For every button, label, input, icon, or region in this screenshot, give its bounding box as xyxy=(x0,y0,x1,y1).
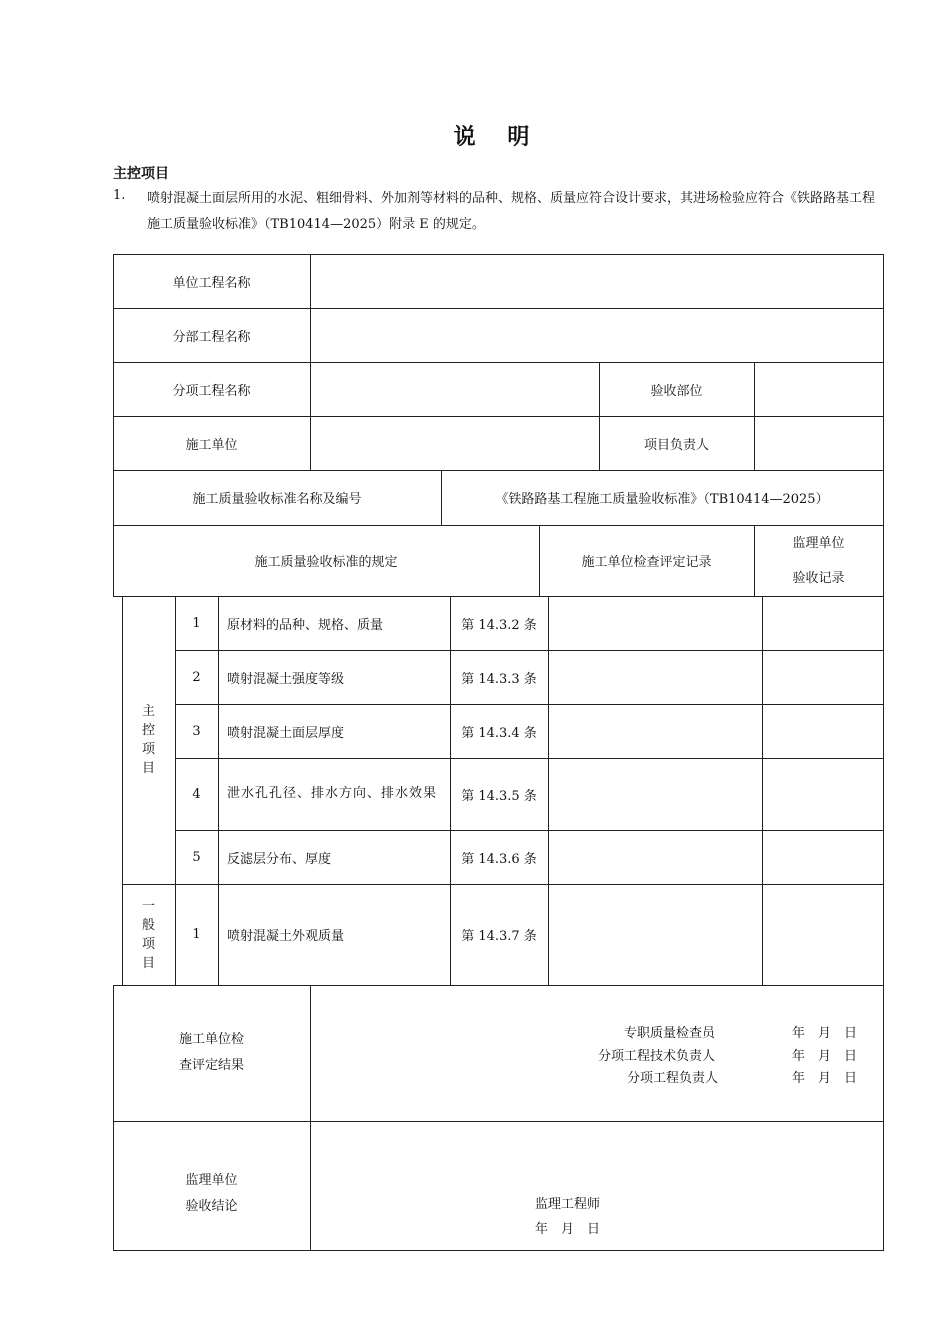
col-standard-rules: 施工质量验收标准的规定 xyxy=(254,555,398,570)
supervisor-result-label-line2: 验收结论 xyxy=(185,1198,238,1214)
item-description: 原材料的品种、规格、质量 xyxy=(227,617,384,633)
standard-label: 施工质量验收标准名称及编号 xyxy=(192,492,362,507)
technical-lead-label: 分项工程技术负责人 xyxy=(598,1049,716,1064)
contractor-label: 施工单位 xyxy=(185,437,238,453)
contractor-result-label-line1: 施工单位检 xyxy=(178,1032,244,1047)
note-number: 1. xyxy=(113,188,126,203)
item-number: 5 xyxy=(192,849,201,865)
item-description: 喷射混凝土外观质量 xyxy=(227,929,345,944)
item-description: 泄水孔孔径、排水方向、排水效果 xyxy=(227,786,438,801)
contractor-result-label-line2: 查评定结果 xyxy=(178,1058,244,1073)
section-heading: 主控项目 xyxy=(113,166,169,182)
item-clause: 第 14.3.4 条 xyxy=(461,725,537,741)
item-clause: 第 14.3.6 条 xyxy=(461,851,537,867)
supervisor-result-label xyxy=(113,1121,310,1250)
item-description: 喷射混凝土面层厚度 xyxy=(227,725,345,741)
contractor-result-label xyxy=(113,985,310,1121)
item-supervisor-record[interactable] xyxy=(762,884,883,985)
acceptance-part-field[interactable] xyxy=(754,362,883,416)
main-items-group-text: 主控项目 xyxy=(141,704,155,776)
item-description: 反滤层分布、厚度 xyxy=(227,851,332,867)
item-project-field[interactable] xyxy=(310,362,599,416)
item-contractor-record[interactable] xyxy=(548,884,762,985)
standard-value: 《铁路路基工程施工质量验收标准》（TB10414—2025） xyxy=(495,492,829,507)
item-contractor-record[interactable] xyxy=(548,704,762,758)
quality-inspector-date: 年 月 日 xyxy=(792,1026,858,1041)
item-project-label: 分项工程名称 xyxy=(172,383,251,399)
item-clause: 第 14.3.3 条 xyxy=(461,671,537,687)
col-supervisor-record-line1: 监理单位 xyxy=(792,535,845,551)
item-number: 4 xyxy=(192,786,201,802)
note-text: 喷射混凝土面层所用的水泥、粗细骨料、外加剂等材料的品种、规格、质量应符合设计要求，其进场检验应符合《铁路路基工程施工质量验收标准》（TB10414—2025）附录 E 的规定。 xyxy=(147,191,876,232)
supervising-engineer-label: 监理工程师 xyxy=(535,1197,601,1212)
col-contractor-record: 施工单位检查评定记录 xyxy=(581,555,712,570)
item-supervisor-record[interactable] xyxy=(762,830,883,884)
item-number: 3 xyxy=(192,723,201,739)
contractor-field[interactable] xyxy=(310,416,599,470)
item-contractor-record[interactable] xyxy=(548,596,762,650)
item-clause: 第 14.3.2 条 xyxy=(461,617,537,633)
item-supervisor-record[interactable] xyxy=(762,758,883,830)
item-clause: 第 14.3.5 条 xyxy=(461,788,537,804)
project-manager-field[interactable] xyxy=(754,416,883,470)
item-supervisor-record[interactable] xyxy=(762,704,883,758)
page-title: 说 明 xyxy=(453,125,542,150)
project-manager-label: 项目负责人 xyxy=(643,437,709,453)
acceptance-part-label: 验收部位 xyxy=(650,383,703,399)
item-manager-date: 年 月 日 xyxy=(792,1071,858,1086)
item-number: 2 xyxy=(192,669,201,685)
item-contractor-record[interactable] xyxy=(548,830,762,884)
item-clause: 第 14.3.7 条 xyxy=(461,929,537,944)
item-number: 1 xyxy=(192,927,201,942)
unit-project-field[interactable] xyxy=(310,254,883,308)
item-supervisor-record[interactable] xyxy=(762,650,883,704)
item-description: 喷射混凝土强度等级 xyxy=(227,671,345,687)
item-supervisor-record[interactable] xyxy=(762,596,883,650)
item-number: 1 xyxy=(192,615,201,631)
general-items-group-text: 一般项目 xyxy=(141,898,155,971)
main-items-group-label xyxy=(122,596,175,884)
item-manager-label: 分项工程负责人 xyxy=(627,1071,719,1086)
item-contractor-record[interactable] xyxy=(548,758,762,830)
sub-project-label: 分部工程名称 xyxy=(172,329,251,345)
col-supervisor-record xyxy=(754,525,883,596)
general-items-group-label xyxy=(122,884,175,985)
quality-inspector-label: 专职质量检查员 xyxy=(624,1026,716,1041)
technical-lead-date: 年 月 日 xyxy=(792,1049,858,1064)
supervising-engineer-date: 年 月 日 xyxy=(535,1222,601,1237)
sub-project-field[interactable] xyxy=(310,308,883,362)
supervisor-result-label-line1: 监理单位 xyxy=(185,1172,238,1188)
unit-project-label: 单位工程名称 xyxy=(172,275,251,291)
item-contractor-record[interactable] xyxy=(548,650,762,704)
col-supervisor-record-line2: 验收记录 xyxy=(792,570,845,586)
